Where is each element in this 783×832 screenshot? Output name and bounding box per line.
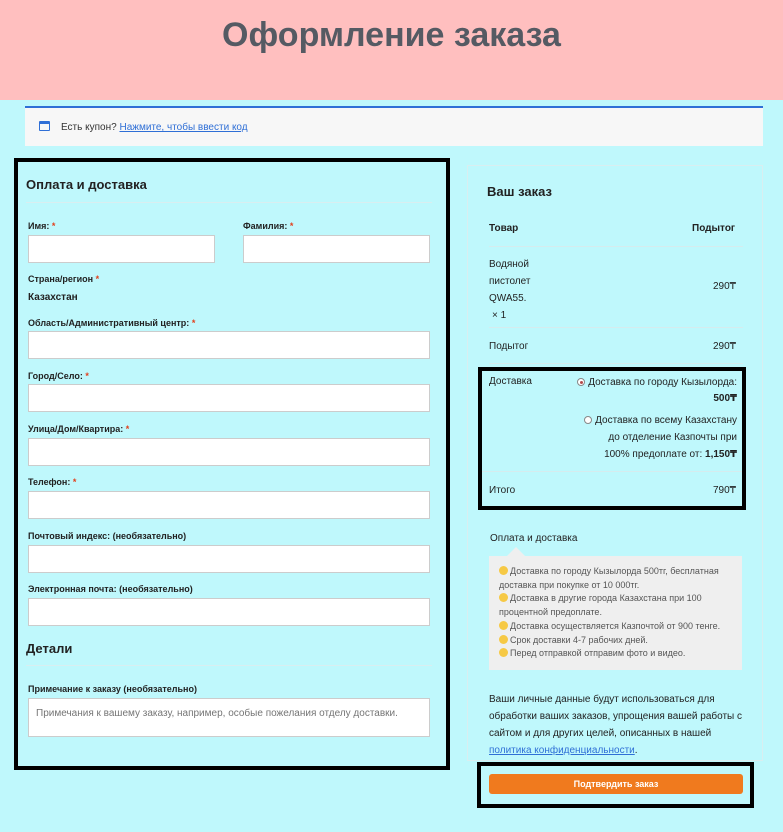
state-input[interactable] <box>28 331 430 359</box>
bullet-icon <box>499 566 508 575</box>
col-subtotal-header: Подытог <box>692 223 736 234</box>
bullet-icon <box>499 621 508 630</box>
divider <box>489 246 743 247</box>
privacy-policy-link[interactable]: политика конфиденциальности <box>489 745 635 756</box>
order-item-price: 290₸ <box>713 281 737 292</box>
first-name-label: Имя: * <box>28 221 56 231</box>
order-note-label: Примечание к заказу (необязательно) <box>28 684 197 694</box>
first-name-input[interactable] <box>28 235 215 263</box>
billing-title: Оплата и доставка <box>26 177 147 192</box>
coupon-notice <box>25 106 763 146</box>
divider <box>26 202 432 203</box>
radio-icon[interactable] <box>584 416 592 424</box>
postcode-input[interactable] <box>28 545 430 573</box>
country-value: Казахстан <box>28 292 78 303</box>
bullet-icon <box>499 593 508 602</box>
page-header <box>0 0 783 100</box>
total-label: Итого <box>489 485 516 496</box>
coupon-link[interactable]: Нажмите, чтобы ввести код <box>119 122 248 133</box>
details-title: Детали <box>26 641 73 656</box>
order-note-textarea[interactable] <box>28 698 430 737</box>
calendar-icon <box>39 121 50 131</box>
payment-method-label: Оплата и доставка <box>490 533 578 544</box>
email-label: Электронная почта: (необязательно) <box>28 584 193 594</box>
city-label: Город/Село: * <box>28 371 89 381</box>
country-label: Страна/регион * <box>28 274 100 284</box>
city-input[interactable] <box>28 384 430 412</box>
shipping-label: Доставка <box>489 376 532 387</box>
phone-input[interactable] <box>28 491 430 519</box>
subtotal-value: 290₸ <box>713 341 737 352</box>
email-input[interactable] <box>28 598 430 626</box>
state-label: Область/Административный центр: * <box>28 318 196 328</box>
bullet-icon <box>499 635 508 644</box>
col-product-header: Товар <box>489 223 519 234</box>
divider <box>489 327 743 328</box>
coupon-question: Есть купон? <box>61 122 117 133</box>
order-item-name: Водяной пистолет QWA55. × 1 <box>489 259 531 321</box>
bullet-icon <box>499 648 508 657</box>
privacy-notice: Ваши личные данные будут использоваться для обработки ваших заказов, упрощения вашей работы с сайтом и для других целей, описанных в нашей политика конфиденциальности. <box>489 694 743 756</box>
divider <box>482 471 742 472</box>
divider <box>26 665 432 666</box>
last-name-input[interactable] <box>243 235 430 263</box>
postcode-label: Почтовый индекс: (необязательно) <box>28 531 187 541</box>
street-input[interactable] <box>28 438 430 466</box>
place-order-button[interactable]: Подтвердить заказ <box>489 774 743 794</box>
phone-label: Телефон: * <box>28 477 77 487</box>
payment-description: Доставка по городу Кызылорда 500тг, бесплатная доставка при покупке от 10 000тг. Доставка в другие города Казахстана при 100 процентной предоплате. Доставка осуществляется Казпочтой от 900 тенге. Срок доставки 4-7 рабочих дней. Перед отправкой отправим фото и видео. <box>489 556 742 670</box>
divider <box>489 363 743 364</box>
street-label: Улица/Дом/Квартира: * <box>28 424 130 434</box>
order-title: Ваш заказ <box>487 184 552 199</box>
subtotal-label: Подытог <box>489 341 529 352</box>
radio-selected-icon[interactable] <box>577 378 585 386</box>
shipping-option-kazakhstan[interactable]: Доставка по всему Казахстану до отделение Казпочты при 100% предоплате от: 1,150₸ <box>560 412 737 463</box>
page-title: Оформление заказа <box>222 16 561 54</box>
last-name-label: Фамилия: * <box>243 221 294 231</box>
total-value: 790₸ <box>713 485 737 496</box>
shipping-option-city[interactable]: Доставка по городу Кызылорда: 500₸ <box>560 375 737 407</box>
